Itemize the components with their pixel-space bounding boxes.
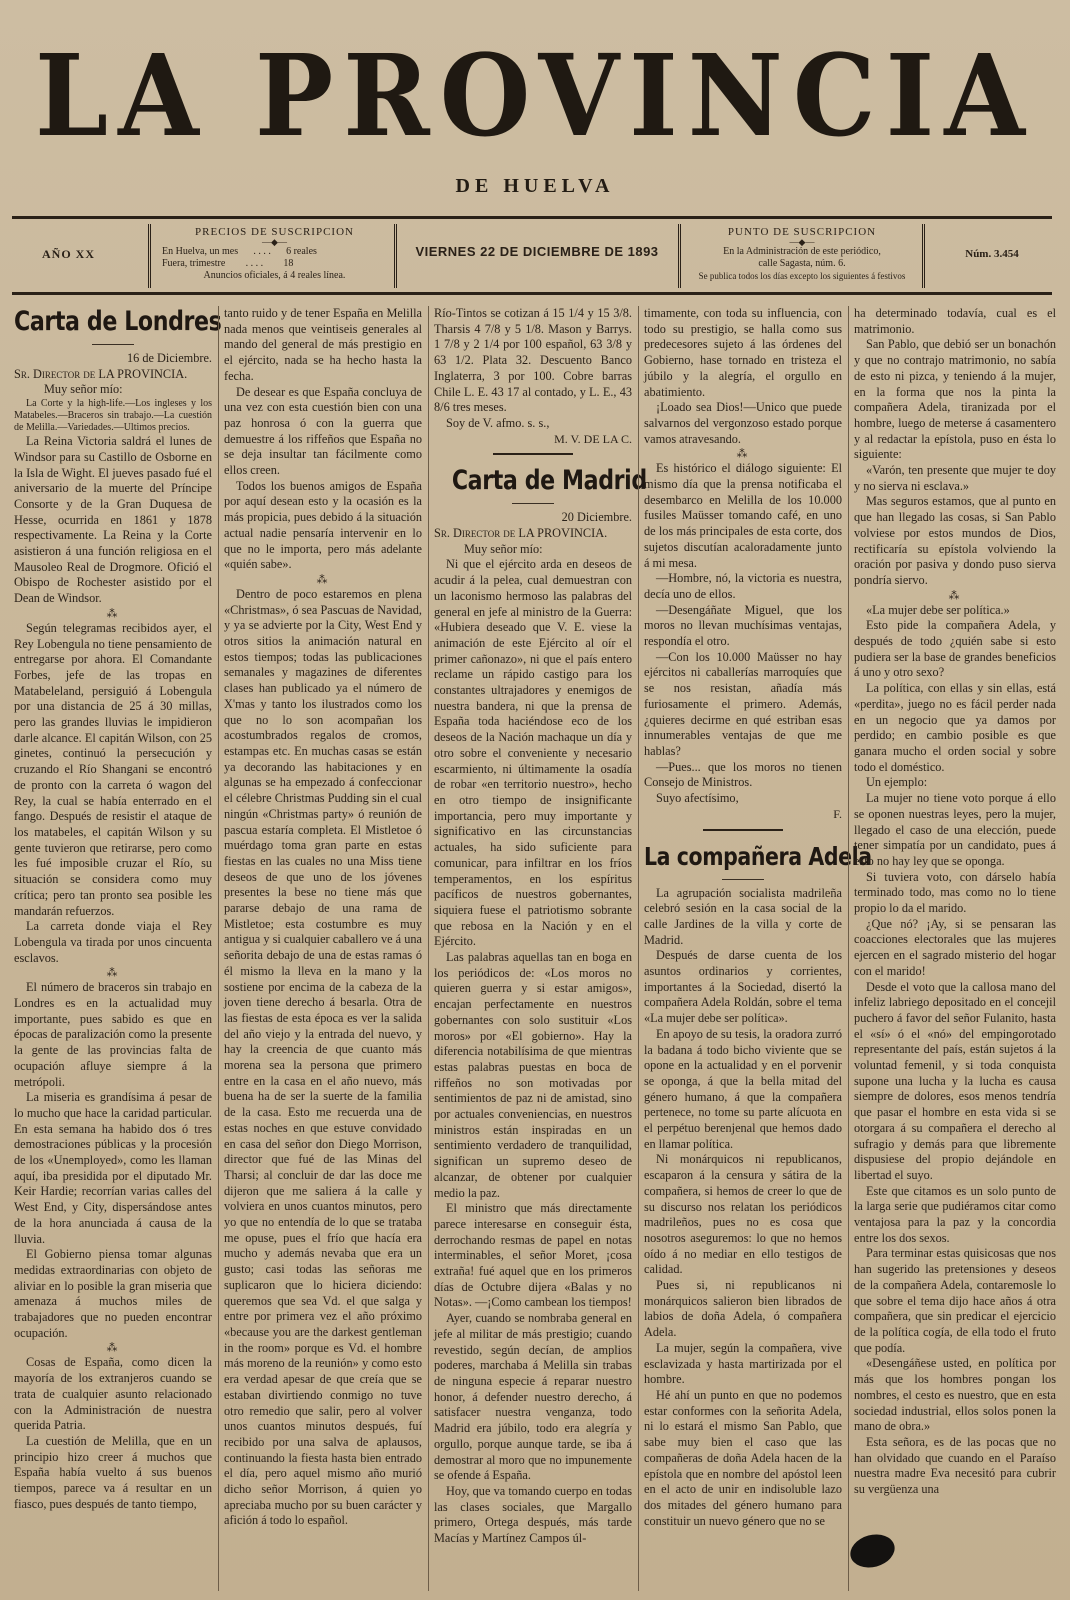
paragraph: Cosas de España, como dicen la mayoría de los extranjeros cuando se trata de cualquier asunto relacionado con la Administración de nuestra querida Patria. <box>14 1355 212 1433</box>
column-4 <box>644 306 872 1596</box>
headline-carta-de-londres: Carta de Londres <box>14 306 222 337</box>
paragraph: Ni que el ejército arda en deseos de acudir á la pelea, cual demuestran con un laconismo hermoso las palabras del general en jefe al ministro de la Guerra: «Hubiera deseado que V. E. viese la animación de este Ejército al oír el primer cañonazo», ni que el país entero reclame un rápido castigo para los constantes ultrajadores y enemigos de nuestra bandera, ni que la prensa de España toda haciéndose eco de los deseos de la Nación machaque un día y otro sobre el conveniente y necesario escarmiento, ni últimamente la osadía de robar «en territorio nuestro», hecho en otro tiempo de insignificante importancia, pero muy importante y significativo en las circunstancias actuales, ha sido suficiente para comunicar, para infiltrar en los fríos temperamentos, en los espíritus pacíficos de nuestros gobernantes, siquiera fuese el patriotismo sobrante que rebosa en la Nación y en el Ejército. <box>434 557 632 949</box>
paragraph: Esta señora, es de las pocas que no han olvidado que cuando en el Paraíso nuestra madre Eva necesitó para cubrir su vergüenza una <box>854 1434 1056 1497</box>
separator-asterism: ⁂ <box>106 967 120 980</box>
paragraph: Si tuviera voto, con dárselo había terminado todo, mas como no lo tiene propio lo da el marido. <box>854 869 1056 916</box>
column-5 <box>854 306 1056 1596</box>
paragraph: Todos los buenos amigos de España por aquí desean esto y la ocasión es la más propicia, pues debido á la situación actual nadie pensaría intervenir en lo que no le importa, pero más adelante «quién sabe». <box>224 478 422 572</box>
salutation: Sr. Director de LA PROVINCIA. <box>434 526 608 541</box>
year-label: AÑO XX <box>42 247 95 261</box>
info-divider <box>922 224 925 288</box>
point-ornament: —◆— <box>789 237 815 247</box>
headline-la-companera-adela: La compañera Adela <box>644 841 872 871</box>
paragraph: Ni monárquicos ni republicanos, escaparon á la censura y sátira de la compañera, si hemos de creer lo que de su discurso nos relatan los periódicos madrileños, pues no es cosa que nosotros aseguremos: lo que no hemos oído á no mediar en ello testigos de calidad. <box>644 1152 842 1277</box>
section-rule <box>493 453 573 455</box>
paragraph: Este que citamos es un solo punto de la larga serie que pudiéramos citar como ventajosa para la paz y la concordia entre los dos sexos. <box>854 1183 1056 1245</box>
paragraph: De desear es que España concluya de una vez con esta cuestión bien con una paz honrosa ó con la guerra que demuestre á los riffeños que España no se deja insultar tan fácilmente como ellos creen. <box>224 384 422 478</box>
info-bar <box>12 222 1052 290</box>
column-divider <box>638 306 639 1591</box>
column-divider <box>218 306 219 1591</box>
masthead-title: LA PROVINCIA <box>35 29 1035 163</box>
separator-asterism: ⁂ <box>106 1342 120 1355</box>
paragraph: San Pablo, que debió ser un bonachón y que no contrajo matrimonio, no sabía de esto ni pizca, y teniendo á la mujer, en la forma que nos la pinta la compañera Adela, tiranizada por el hombre, luego de meterse á casamentero y al redactar la epístola, puso en ésta lo siguiente: <box>854 337 1056 462</box>
column-divider <box>848 306 849 1591</box>
paragraph: Después de darse cuenta de los asuntos ordinarios y corrientes, importantes á la Sociedad, disertó la compañera Adela Roldán, sobre el tema «La mujer debe ser política». <box>644 948 842 1026</box>
paragraph: tanto ruido y de tener España en Melilla nada menos que veintiseis generales al mando del general de más prestigio en el ejército, nada se ha hecho hasta la fecha. <box>224 306 422 383</box>
paragraph: La mujer, según la compañera, vive esclavizada y hasta martirizada por el hombre. <box>644 1340 842 1387</box>
paragraph: La miseria es grandísima á pesar de lo mucho que hace la caridad particular. En esta semana ha habido dos ó tres demostraciones públicas y la procesión de los «Unemployed», como les llaman aquí, iba presidida por el diputado Mr. Keir Hardie; recorrían varias calles del West End, y City, dispersándose antes de la hora anunciada á causa de la lluvia. <box>14 1090 212 1246</box>
paragraph: Según telegramas recibidos ayer, el Rey Lobengula no tiene pensamiento de entregarse por ahora. El Comandante Forbes, jefe de las tropas en Matabeleland, persiguió á Lobengula por una distancia de 25 á 30 millas, pero las grandes lluvias le impidieron darle alcance. El capitán Wilson, con 25 ginetes, continuó la persecución y cruzando el Río Shangani se encontró de pronto con la carreta ó wagon del Rey, la cual se había enterrado en el fango. Después de resistir el ataque de los matabeles, el capitán Wilson y su gente tuvieron que retirarse, pero como les fué imposible cruzar el Río, su situación se considera como muy crítica; pero tan pronto sea posible les mandarán refuerzos. <box>14 620 212 918</box>
paragraph: ¿Que nó? ¡Ay, si se pensaran las coacciones electorales que las mujeres ejercen en el sagrado misterio del hogar con el marido! <box>854 916 1056 978</box>
paragraph: Desde el voto que la callosa mano del infeliz labriego depositado en el concejil puchero á favor del señor Fulanito, hasta el «sí» ó el «nó» del empingorotado representante del país, están sujetos á la voluntad femenil, y si toda conquista supone una lucha y la lucha es causa siempre de dolores, esos menos tendría que pasar el hombre en esta vida si se otorgara á su compañera el derecho al sufragio y demás para que libremente dispusiese del propio dejándole en libertad el suyo. <box>854 979 1056 1182</box>
paragraph: El número de braceros sin trabajo en Londres es en la actualidad muy importante, pues sabido es que en épocas de paralización como la presente la gente de las provincias falta de ocupación afluye siempre á la metrópoli. <box>14 980 212 1089</box>
headline-rule <box>722 879 764 880</box>
bottom-rule <box>12 292 1052 295</box>
greeting: Muy señor mío: <box>44 382 123 397</box>
paragraph: —Desengáñate Miguel, que los moros no llevan muchísimas ventajas, respondía el otro. <box>644 602 842 649</box>
paragraph: El ministro que más directamente parece interesarse en conseguir ésta, derrochando resmas de papel en notas interminables, el señor Moret, ¡cosa extraña! fué aquel que en los primeros días de Octubre dijera «Balas y no Notas». —¡Como cambean los tiempos! <box>434 1201 632 1310</box>
paragraph: La mujer no tiene voto porque á ello se oponen nuestras leyes, pero la mujer, llegado el caso de una elección, puede tener simpatía por un candidato, pues á esto no hay ley que se oponga. <box>854 791 1056 868</box>
paragraph: Soy de V. afmo. s. s., <box>446 415 550 430</box>
point-line-1: En la Administración de este periódico, <box>723 246 881 257</box>
paragraph: Es histórico el diálogo siguiente: El mismo día que la prensa notificaba el desembarco en Melilla de los 10.000 fusiles Maüsser tomando café, en uno de los más principales de esta corte, dos sujetos discutían acaloradamente junto á mi mesa. <box>644 461 842 570</box>
paragraph: Un ejemplo: <box>866 775 928 790</box>
greeting: Muy señor mío: <box>464 541 543 556</box>
prices-ornament: —◆— <box>262 237 287 247</box>
issue-number: Núm. 3.454 <box>965 248 1019 260</box>
paragraph: ¡Loado sea Dios!—Unico que puede salvarnos del vergonzoso estado porque vamos atravesando. <box>644 400 842 446</box>
separator-asterism: ⁂ <box>736 448 750 461</box>
paragraph: La carreta donde viaja el Rey Lobengula va tirada por unos cincuenta esclavos. <box>14 919 212 965</box>
paragraph: Las palabras aquellas tan en boga en los periódicos de: «Los moros no quieren guerra y si estar amigos», encajan perfectamente en nuestros gobernantes con solo sustituir «Los moros» por «El gobierno». Hay la diferencia notabilísima de que mientras estas palabras puestas en boca de riffeños no son motivadas por sentimientos de paz ni de amistad, sino por actuales conveniencias, en nuestros ministros están inspiradas en un sentimiento verdadero de tranquilidad, significan un supremo deseo de alcanzar, de obtener por cualquier medio la paz. <box>434 950 632 1200</box>
paragraph: El Gobierno piensa tomar algunas medidas extraordinarias con objeto de aliviar en lo posible la gran miseria que amenaza á muchos miles de trabajadores que no pueden encontrar ocupación. <box>14 1247 212 1340</box>
dateline: 16 de Diciembre. <box>126 351 212 365</box>
paragraph: —Pues... que los moros no tienen Consejo de Ministros. <box>644 759 842 790</box>
paragraph: Esto pide la compañera Adela, y después de todo ¿quién sabe si esto pudiera ser la base de grandes beneficios á uno y otro sexo? <box>854 618 1056 680</box>
dateline: 20 Diciembre. <box>561 510 632 525</box>
info-divider <box>678 224 681 288</box>
paragraph: La Reina Victoria saldrá el lunes de Windsor para su Castillo de Osborne en la Isla de Wight. El jueves pasado fué el aniversario de la muerte del Príncipe Consorte y de la Gran Duquesa de Hesse, ocurrida en 1861 y 1878 respectivamente. La Reina y la Corte asistieron á una función religiosa en el Mausoleo Real de Drogmore. Ofició el Obispo de Rochester asistido por el Dean de Windsor. <box>14 434 212 606</box>
paragraph: «La mujer debe ser política.» <box>866 602 1010 617</box>
point-line-2: calle Sagasta, núm. 6. <box>758 258 846 269</box>
paragraph: Hoy, que va tomando cuerpo en todas las clases sociales, que Margallo primero, Ortega después, más tarde Macías y Martínez Campos úl- <box>434 1483 632 1546</box>
masthead-subtitle: DE HUELVA <box>455 175 615 197</box>
separator-asterism: ⁂ <box>948 589 962 602</box>
paragraph: Río-Tintos se cotizan á 15 1/4 y 15 3/8. Tharsis 4 7/8 y 5 1/8. Mason y Barrys. 1 7/8 y 2 1/4 por 100 español, 63 3/8 y 63 1/2. Plata 32. Descuento Banco Inglaterra, 3 por 100. Cobre barras Chile L. E. 43 17 al contado, y L. E., 43 8/6 tres meses. <box>434 306 632 415</box>
paragraph: timamente, con toda su influencia, con todo su prestigio, se halla como sus predecesores sujeto á las órdenes del Gobierno, hase tornado en tristeza el júbilo y la alegría, el orgullo en abatimiento. <box>644 306 842 399</box>
paragraph: Hé ahí un punto en que no podemos estar conformes con la señorita Adela, ni lo estará el mismo San Pablo, que sabe muy bien el caso que las compañeras de doña Adela hacen de la epístola que en nombre del apóstol leen en el acto de unir en indisoluble lazo dos mitades del género humano para constituir un nuevo género que no se <box>644 1388 842 1528</box>
paragraph: Mas seguros estamos, que al punto en que han llegado las cosas, si San Pablo volviese por estos mundos de Dios, rectificaría su epístola volviendo la oración por pasiva y dondo puso sierva pondría siervo. <box>854 494 1056 587</box>
paragraph: Para terminar estas quisicosas que nos han sugerido las pretensiones y deseos de la compañera Adela, contaremosle lo que sobre el tema dijo hace años á otra compañera, que sin predicar el ejercicio de la política cogía, de ella todo el fruto que podía. <box>854 1246 1056 1355</box>
price-line-1: En Huelva, un mes . . . . 6 reales <box>162 246 317 257</box>
subscription-point <box>692 222 912 290</box>
signature: M. V. DE LA C. <box>554 431 632 446</box>
paragraph: La cuestión de Melilla, que en un principio hizo creer á muchos que España había vuelto á sus buenos tiempos, parece va á resultar en un fiasco, pues después de tanto tiempo, <box>14 1434 212 1511</box>
paragraph: «Desengáñese usted, en política por más que los hombres pongan los nombres, el cesto es nuestro, que en esta sociedad industrial, ellos solos ponen la mano de obra.» <box>854 1356 1056 1434</box>
paragraph: «Varón, ten presente que mujer te doy y no sierva ni esclava.» <box>854 463 1056 493</box>
paragraph: En apoyo de su tesis, la oradora zurró la badana á todo bicho viviente que se opone en la actualidad y en el porvenir se oponga, á que la bella mitad del género humano, á que la compañera pertenece, no tome su parte alícuota en el perpétuo berenjenal que hemos dado en llamar política. <box>644 1026 842 1151</box>
price-line-3: Anuncios oficiales, á 4 reales línea. <box>203 270 346 281</box>
salutation: Sr. Director de LA PROVINCIA. <box>14 366 188 381</box>
point-title: PUNTO DE SUSCRIPCION <box>727 226 877 238</box>
paragraph: —Hombre, nó, la victoria es nuestra, decía uno de ellos. <box>644 571 842 601</box>
column-3 <box>434 306 647 1596</box>
price-line-2: Fuera, trimestre . . . . 18 <box>162 258 294 269</box>
section-rule <box>703 829 783 831</box>
paragraph: —Con los 10.000 Maüsser no hay ejércitos ni caballerías marroquíes que se nos resistan, añadía más furiosamente el primero. Además, ¿quieres decirme en qué estriban esas innumerables ventajas de que me hablas? <box>644 649 842 758</box>
separator-asterism: ⁂ <box>316 573 330 586</box>
signature: F. <box>833 806 842 821</box>
headline-rule <box>512 503 554 504</box>
column-1 <box>14 306 222 1596</box>
paragraph: Ayer, cuando se nombraba general en jefe al militar de más prestigio; cuando revestido, según decían, de amplios poderes, marchaba á Melilla sin trabas de ninguna especie á reparar nuestro honor, á defender nuestro derecho, á satisfacer nuestra venganza, todo Madrid era júbilo, todo era alegría y orgullo, porque aunque tarde, se iba á demostrar al moro que no impunemente se ofende á España. <box>434 1311 632 1483</box>
paragraph: La agrupación socialista madrileña celebró sesión en la casa social de la calle Jardines de la villa y corte de Madrid. <box>644 885 842 947</box>
column-divider <box>428 306 429 1591</box>
issue-date: VIERNES 22 DE DICIEMBRE DE 1893 <box>415 244 659 259</box>
subscription-prices <box>162 222 387 290</box>
paragraph: Suyo afectísimo, <box>656 791 739 806</box>
paragraph: Pues si, ni republicanos ni monárquicos salieron bien librados de labios de doña Adela, ó compañera Adela. <box>644 1278 842 1340</box>
paragraph: La política, con ellas y sin ellas, está «perdita», juego no es fácil perder nada en un negocio que ya damos por perdido; en cambio posible es que ganara mucho el orden social y sobre todo el doméstico. <box>854 681 1056 774</box>
info-divider <box>394 224 397 288</box>
column-2 <box>224 306 422 1596</box>
separator-asterism: ⁂ <box>106 607 120 620</box>
headline-rule <box>92 344 134 345</box>
point-line-3: Se publica todos los días excepto los siguientes á festivos <box>698 271 906 281</box>
info-divider <box>148 224 151 288</box>
headline-carta-de-madrid: Carta de Madrid <box>451 465 647 497</box>
summary: La Corte y la high-life.—Los ingleses y los Matabeles.—Braceros sin trabajo.—La cuestión de Melilla.—Variedades.—Ultimos precios. <box>14 398 212 434</box>
top-rule <box>12 216 1052 219</box>
paragraph: Dentro de poco estaremos en plena «Christmas», ó sea Pascuas de Navidad, y ya se advierte por la City, West End y otros sitios la animación natural en estos tiempos; todas las publicaciones semanales y magazines de diferentes clases han publicado ya el número de X'mas y tanto los ilustrados como los que no lo son acompañan los acostumbrados regalos de cromos, estampas etc. En muchas casas se están ya decorando las habitaciones y en algunas se ha empezado á confeccionar el célebre Christmas Pudding sin el cual ningún «Christmas party» ó reunión de pascua estaría completa. El Mistletoe ó muérdago toma gran parte en estas fiestas en las cuales no una Miss tiene deseos de que uno de los jóvenes presentes la bese no tiene más que pararse debajo de una rama de Mistletoe; esta costumbre es muy antigua y si cualquier caballero ve á una señorita debajo de una de estas ramas ó él mismo la lleva en la mano y la sostiene por encima de la cabeza de la joven tiene derecho á besarla. Otra de las fiestas de esta época es ver la salida del año viejo y la entrada del nuevo, y hay la creencia de que cuanto más morena sea la persona que primero entre en la casa en el año nuevo, más buena ha de ser la suerte de la familia de la casa. Esto me recuerda una de estas noches en que estuve convidado en casa del señor don Diego Morrison, director que fué de las Minas del Tharsi; al concluir de dar las doce me dijeron que me saliera á la calle y volviera en unos cuantos minutos, pero yo que no entendía de lo que se trataba me opuse, pues el frío que hacía era mucho y además nevaba que era un gusto; casi todas las señoras me suplicaron que lo hiciera diciendo: queremos que sea Vd. el que salga y entre por primera vez el año próximo «because you are the darkest gentleman in the room» porque es Vd. el hombre más moreno de la reunión» y como esto era verdad apesar de que creía que se estaban divirtiendo conmigo no tuve otro remedio que salir, pero al volver unos cuantos minutos después, fuí recibido por una salva de aplausos, continuando la fiesta hasta bien entrado el día, pero aquel mismo año murió dicho señor Morrison, á quien yo apreciaba mucho por su buen carácter y afición á todo lo español. <box>224 586 422 1528</box>
paragraph: ha determinado todavía, cual es el matrimonio. <box>854 306 1056 336</box>
prices-title: PRECIOS DE SUSCRIPCION <box>195 226 354 238</box>
